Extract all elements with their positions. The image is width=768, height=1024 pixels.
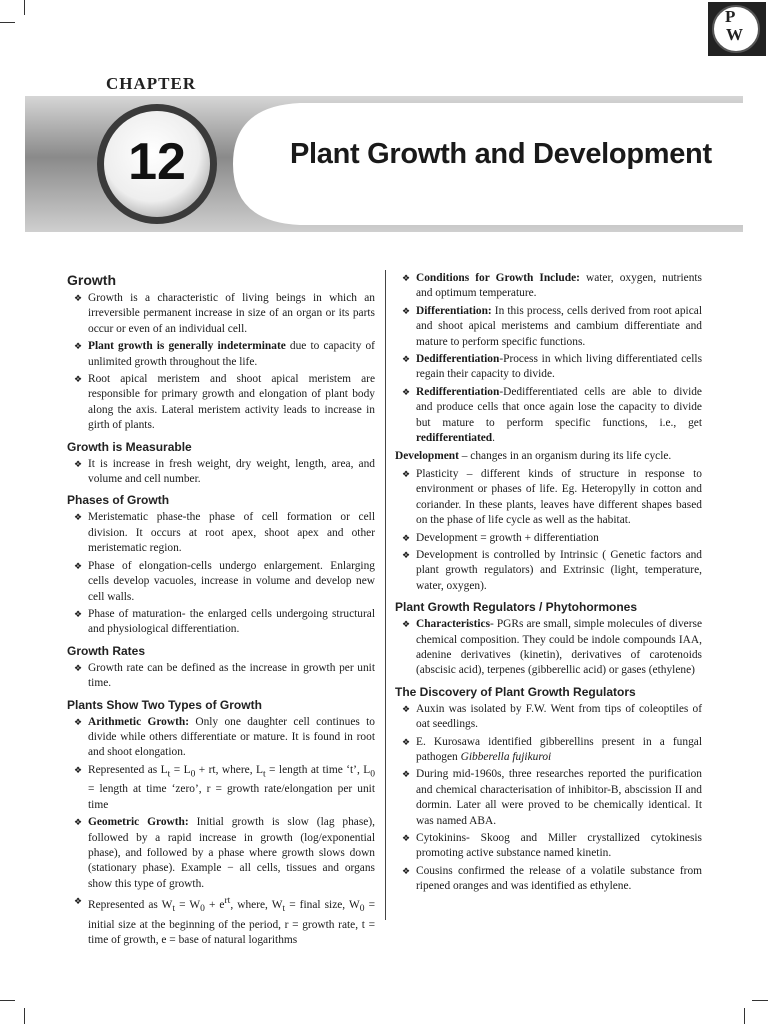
list-item: [67, 339, 375, 370]
chapter-label: CHAPTER: [106, 74, 197, 93]
crop-mark: [24, 0, 25, 15]
section-heading-discovery: The Discovery of Plant Growth Regulators: [395, 684, 636, 699]
item-text: Initial growth is slow (lag phase), followed by a rapid increase in growth (log/exponential phase), and followed by a phase where growth slows down (stationary phase). Example − all cells, tissues and organs show this type of growth.: [88, 816, 375, 890]
diamond-bullet-icon: ❖: [402, 769, 411, 780]
section-heading-measurable: Growth is Measurable: [67, 439, 192, 454]
item-text: water, oxygen, nutrients and optimum temperature.: [416, 272, 702, 300]
list-item: [67, 894, 375, 948]
crop-mark: [0, 1000, 15, 1001]
item-text: Growth rate can be defined as the increase in growth per unit time.: [88, 661, 375, 690]
item-text: .: [492, 432, 495, 445]
chapter-number: 12: [128, 133, 186, 191]
diamond-bullet-icon: ❖: [74, 716, 83, 727]
list-item: [395, 735, 702, 766]
formula-text: + rt, where, L: [195, 763, 263, 776]
item-text: -Dedifferentiated cells are able to divide and produce cells that once again lose the capacity to divide but mature to perform specific functions, i.e., get: [416, 385, 702, 429]
item-text: -Process in which living differentiated cells regain their capacity to divide.: [416, 353, 702, 381]
logo-letter-p: P: [725, 7, 736, 26]
formula-superscript: rt: [224, 896, 231, 907]
formula-subscript: 0: [200, 904, 205, 915]
list-item: [395, 385, 702, 447]
list-item: [67, 291, 375, 337]
diamond-bullet-icon: ❖: [402, 468, 411, 479]
item-bold-text: Development: [395, 450, 459, 463]
list-item: [67, 510, 375, 556]
list-item: [67, 661, 375, 692]
item-italic-text: Gibberella fujikuroi: [460, 750, 552, 763]
list-item: [395, 304, 702, 350]
formula-text: = final size, W: [285, 899, 360, 912]
section-heading-rates: Growth Rates: [67, 643, 146, 658]
list-item: [67, 559, 375, 605]
item-text: Only one daughter cell continues to divide while others differentiate or mature. It is found in root and shoot elongation.: [88, 715, 375, 759]
diamond-bullet-icon: ❖: [402, 703, 411, 714]
diamond-bullet-icon: ❖: [402, 619, 411, 630]
item-text: Phase of maturation- the enlarged cells undergoing structural and physiological differentiation.: [88, 607, 375, 636]
right-column: [395, 270, 702, 897]
item-text: Root apical meristem and shoot apical meristem are responsible for primary growth and elongation of plant body along the axis. Lateral meristem activity leads to increase in girth of plants.: [88, 373, 375, 432]
list-item: [395, 531, 702, 546]
item-bold-text: Plant growth is generally indeterminate: [88, 340, 286, 353]
formula-subscript: t: [282, 904, 286, 915]
diamond-bullet-icon: ❖: [74, 608, 83, 619]
diamond-bullet-icon: ❖: [402, 532, 411, 543]
crop-mark: [752, 1000, 768, 1001]
crop-mark: [0, 22, 15, 23]
item-bold-text: Differentiation:: [416, 304, 492, 317]
formula-text: = initial size at the beginning of the period, r = growth rate, t = time of growth, e = base of natural logarithms: [88, 899, 375, 947]
formula-text: = W: [175, 899, 201, 912]
section-heading-types: Plants Show Two Types of Growth: [67, 697, 262, 712]
list-item: [67, 607, 375, 638]
chapter-title: Plant Growth and Development: [290, 138, 712, 170]
item-bold-text: Conditions for Growth Include:: [416, 272, 580, 284]
section-heading-phases: Phases of Growth: [67, 493, 170, 508]
formula-subscript: t: [172, 904, 176, 915]
diamond-bullet-icon: ❖: [402, 833, 411, 843]
item-text: Development is controlled by Intrinsic ( Genetic factors and plant growth regulators) and Extrinsic (light, temperature, water, oxygen).: [416, 548, 702, 592]
list-item: [395, 617, 702, 679]
item-text: In this process, cells derived from root apical and shoot apical meristems and cambium differentiate and mature to perform specific functions.: [416, 304, 702, 348]
item-bold-text: redifferentiated: [416, 432, 493, 445]
list-item: [395, 767, 702, 829]
list-item: [67, 372, 375, 434]
diamond-bullet-icon: ❖: [74, 662, 83, 673]
formula-subscript: t: [167, 769, 171, 780]
diamond-bullet-icon: ❖: [402, 354, 411, 365]
item-text: Plasticity – different kinds of structure in response to environment or phases of life. Eg. Heteropylly in cotton and coriander. In these plants, leaves have different shapes based on the phase of life cycle as well as the habitat.: [416, 467, 702, 527]
list-item: [395, 467, 702, 529]
item-bold-text: Characteristics: [416, 618, 491, 631]
column-divider: [385, 270, 386, 920]
diamond-bullet-icon: ❖: [74, 341, 83, 352]
item-text: Cousins confirmed the release of a volatile substance from ripened oranges and was identified as ethylene.: [416, 864, 702, 893]
formula-subscript: 0: [190, 769, 196, 780]
formula-text: + e: [204, 899, 225, 912]
item-text: Phase of elongation-cells undergo enlargement. Enlarging cells develop vacuoles, increase in volume and develop new cell walls.: [88, 559, 375, 603]
diamond-bullet-icon: ❖: [74, 560, 83, 571]
diamond-bullet-icon: ❖: [74, 374, 83, 385]
item-bold-text: Dedifferentiation: [416, 353, 500, 366]
diamond-bullet-icon: ❖: [402, 273, 411, 283]
item-bold-text: Geometric Growth:: [88, 816, 189, 829]
formula-text: Represented as L: [88, 763, 168, 776]
list-item: [395, 352, 702, 383]
formula-subscript: 0: [370, 769, 375, 780]
publisher-logo: [708, 2, 766, 56]
formula-text: = length at time ‘zero’, r = growth rate/elongation per unit time: [88, 783, 375, 811]
list-item: [395, 702, 702, 733]
formula-text: , where, W: [230, 899, 283, 912]
diamond-bullet-icon: ❖: [402, 549, 411, 560]
formula-subscript: 0: [359, 904, 365, 915]
diamond-bullet-icon: ❖: [402, 386, 411, 397]
list-item: [67, 763, 375, 814]
list-item: [67, 457, 375, 488]
item-text: – changes in an organism during its life cycle.: [458, 450, 672, 463]
item-bold-text: Arithmetic Growth:: [88, 715, 190, 728]
list-item: [395, 271, 702, 302]
item-text: Cytokinins- Skoog and Miller crystallized cytokinesis promoting active substance named kinetin.: [416, 832, 702, 860]
section-heading-growth: Growth: [67, 272, 116, 288]
diamond-bullet-icon: ❖: [74, 817, 83, 828]
formula-subscript: t: [262, 769, 266, 780]
item-text: Growth is a characteristic of living beings in which an irreversible permanent increase in size of an organ or its parts occur or even of an individual cell.: [88, 292, 375, 335]
item-text: Auxin was isolated by F.W. Went from tips of coleoptiles of oat seedlings.: [416, 702, 702, 731]
diamond-bullet-icon: ❖: [402, 865, 411, 876]
diamond-bullet-icon: ❖: [74, 293, 83, 303]
item-text: Meristematic phase-the phase of cell formation or cell division. It occurs at root apex, shoot apex and other meristematic region.: [88, 511, 375, 555]
crop-mark: [744, 1008, 745, 1024]
left-column: [67, 270, 375, 951]
diamond-bullet-icon: ❖: [402, 305, 411, 316]
diamond-bullet-icon: ❖: [74, 512, 83, 523]
item-text: E. Kurosawa identified gibberellins present in a fungal pathogen: [416, 735, 702, 763]
development-definition: [395, 449, 702, 464]
list-item: [395, 548, 702, 594]
item-text: Development = growth + differentiation: [416, 531, 599, 544]
formula-text: = L: [170, 763, 191, 776]
formula-text: = length at time ‘t’, L: [265, 763, 371, 776]
item-text: It is increase in fresh weight, dry weight, length, area, and volume and cell number.: [88, 457, 375, 486]
list-item: [395, 831, 702, 862]
list-item: [67, 715, 375, 761]
crop-mark: [24, 1008, 25, 1024]
list-item: [395, 864, 702, 895]
logo-letter-w: W: [726, 25, 743, 44]
diamond-bullet-icon: ❖: [74, 764, 83, 775]
diamond-bullet-icon: ❖: [74, 896, 83, 907]
formula-text: Represented as W: [88, 899, 173, 912]
item-text: During mid-1960s, three researches reported the purification and chemical characterisation of inhibitor-B, abscission II and dormin. Later all were proved to be chemically identical. It was named ABA.: [416, 768, 702, 827]
list-item: [67, 815, 375, 892]
section-heading-pgr: Plant Growth Regulators / Phytohormones: [395, 600, 638, 615]
item-bold-text: Redifferentiation: [416, 385, 500, 398]
diamond-bullet-icon: ❖: [402, 736, 411, 747]
diamond-bullet-icon: ❖: [74, 458, 83, 469]
item-text: - PGRs are small, simple molecules of diverse chemical composition. They could be indole compounds IAA, adenine derivatives (kinetin), derivatives of carotenoids (abscisic acid), terpenes (gibberellic acid) or gases (ethylene): [416, 618, 702, 677]
item-text: due to capacity of unlimited growth throughout the life.: [88, 340, 375, 368]
